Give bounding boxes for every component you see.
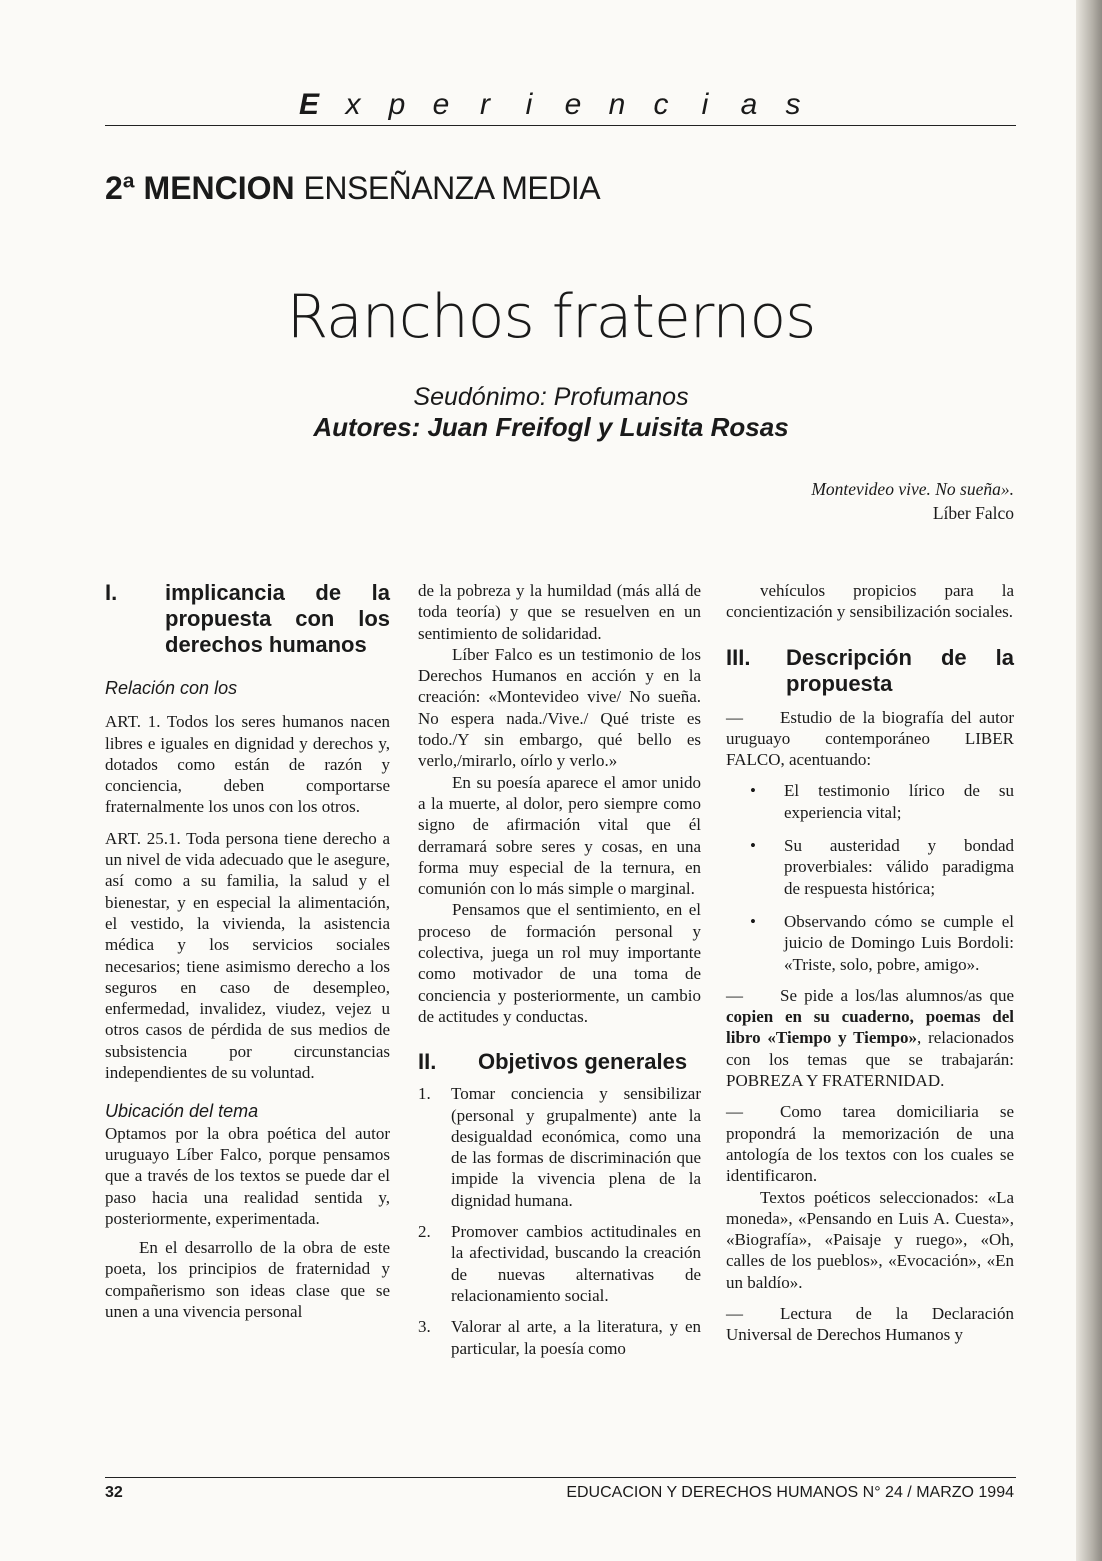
- header-letter: e: [432, 88, 450, 121]
- header-letter: e: [564, 88, 582, 121]
- paragraph-art25: ART. 25.1. Toda persona tiene derecho a un nivel de vida adecuado que le asegure, así como a su familia, la salud y el bienestar, y en especial la alimentación, el vestido, la vivienda, la asistencia médica y los servicios sociales necesarios; tiene asimismo derecho a los seguros en caso de desempleo, enfermedad, invalidez, viudez, vejez u otros casos de pérdida de sus medios de subsistencia por circunstancias independientes de su voluntad.: [105, 828, 390, 1083]
- section-2-heading: [418, 1049, 701, 1075]
- header-letter: x: [345, 88, 361, 121]
- header-letter: i: [525, 88, 533, 121]
- authors: Autores: Juan Freifogl y Luisita Rosas: [313, 412, 789, 442]
- header-letter: n: [608, 88, 626, 121]
- paragraph-pobreza: de la pobreza y la humildad (más allá de toda teoría) y que se resuelven en un sentimiento de solidaridad.: [418, 581, 701, 643]
- paragraph-vehiculos: vehículos propicios para la concientización y sensibilización sociales.: [726, 581, 1014, 622]
- section-3-heading: [726, 645, 1014, 697]
- list-item: • Su austeridad y bondad proverbiales: válido paradigma de respuesta histórica;: [750, 836, 1014, 898]
- subheading-ubicacion: Ubicación del tema: [105, 1101, 259, 1122]
- column-1: [105, 580, 390, 1322]
- paragraph-tarea: — Como tarea domiciliaria se propondrá la memorización de una antología de los textos con los cuales se identificaron.: [726, 1102, 1014, 1186]
- section-3-title: Descripción de la propuesta: [786, 644, 1014, 696]
- section-1-title: implicancia de la propuesta con los derechos humanos: [165, 580, 390, 657]
- header-letter: s: [785, 88, 801, 121]
- mention-category: ENSEÑANZA MEDIA: [303, 170, 601, 206]
- epigraph-author: Líber Falco: [932, 503, 1014, 523]
- list-item: 3. Valorar al arte, a la literatura, y en particular, la poesía como: [418, 1317, 701, 1358]
- paragraph-lectura: — Lectura de la Declaración Universal de Derechos Humanos y: [726, 1304, 1014, 1345]
- paragraph-pide: — Se pide a los/las alumnos/as que copien en su cuaderno, poemas del libro «Tiempo y Tiempo», relacionados con los temas que se trabajarán: POBREZA Y FRATERNIDAD.: [726, 985, 1014, 1091]
- paragraph-desarrollo: En el desarrollo de la obra de este poeta, los principios de fraternidad y compañerismo son ideas clase que se unen a una vivencia personal: [105, 1238, 390, 1322]
- paragraph-art1: ART. 1. Todos los seres humanos nacen libres e iguales en dignidad y derechos y, dotados como están de razón y conciencia, deben comportarse fraternalmente los unos con los otros.: [105, 712, 390, 817]
- paragraph-optamos: Optamos por la obra poética del autor uruguayo Líber Falco, porque pensamos que a través de los textos se puede dar el paso hacia una realidad sentida y, posteriormente, experimentada.: [105, 1123, 390, 1228]
- column-3: [726, 580, 1014, 1346]
- article-title: Ranchos fraternos: [286, 282, 816, 352]
- publication-info: EDUCACION Y DERECHOS HUMANOS N° 24 / MARZO 1994: [566, 1484, 1014, 1501]
- pseudonym: Seudónimo: Profumanos: [413, 383, 689, 411]
- page-edge-shadow: [1076, 0, 1102, 1561]
- header-letter: r: [480, 88, 490, 121]
- list-item: 1. Tomar conciencia y sensibilizar (personal y grupalmente) ante la desigualdad económica, como una de las formas de discriminación que impide la vivencia plena de la dignidad humana.: [418, 1084, 701, 1210]
- epigraph: [811, 477, 1014, 525]
- header-letter: a: [740, 88, 758, 121]
- header-letter: i: [701, 88, 709, 121]
- section-header: [0, 88, 1102, 122]
- paragraph-pensamos: Pensamos que el sentimiento, en el proceso de formación personal y colectiva, juega un rol muy importante como motivador de una toma de conciencia y posteriormente, un cambio de actitudes y conductas.: [418, 900, 701, 1026]
- mention-bold: 2ª MENCION: [105, 170, 295, 206]
- section-1-number: I.: [105, 580, 118, 605]
- list-item: • Observando cómo se cumple el juicio de Domingo Luis Bordoli: «Triste, solo, pobre, amigo».: [750, 911, 1014, 974]
- header-letter: E: [298, 88, 319, 121]
- epigraph-quote: Montevideo vive. No sueña».: [811, 479, 1014, 499]
- list-item: • El testimonio lírico de su experiencia vital;: [750, 781, 1014, 822]
- award-mention: [105, 170, 600, 207]
- paragraph-poesia: En su poesía aparece el amor unido a la muerte, al dolor, pero siempre como signo de afirmación vital que él derramará sobre seres y cosas, en una forma muy especial de la ternura, en comunión con lo más simple o marginal.: [418, 772, 701, 899]
- list-item: 2. Promover cambios actitudinales en la afectividad, buscando la creación de nuevas alternativas de relacionamiento social.: [418, 1222, 701, 1305]
- page-number: 32: [105, 1484, 123, 1501]
- subheading-relacion: Relación con los: [105, 678, 238, 698]
- objectives-list: [418, 1083, 701, 1359]
- footer-rule: [105, 1477, 1016, 1478]
- paragraph-liber: Líber Falco es un testimonio de los Derechos Humanos en acción y en la creación: «Montevideo vive/ No sueña. No espera nada./Vive./ Qué triste es todo./Y sin embargo, qué bello es verlo,/mirarlo, oírlo y verlo.»: [418, 644, 701, 771]
- paragraph-estudio: — Estudio de la biografía del autor uruguayo contemporáneo LIBER FALCO, acentuando:: [726, 707, 1014, 770]
- column-2: [418, 580, 701, 1359]
- section-1-heading: [105, 580, 390, 658]
- section-2-title: Objetivos generales: [478, 1049, 688, 1075]
- bullet-list: [726, 780, 1014, 974]
- section-2-number: II.: [418, 1049, 437, 1075]
- paragraph-textos: Textos poéticos seleccionados: «La moneda», «Pensando en Luis A. Cuesta», «Biografía», «Paisaje y ruego», «Oh, calles de los pueblos», «Evocación», «En un baldío».: [726, 1187, 1014, 1292]
- header-rule: [105, 125, 1016, 126]
- header-letter: p: [388, 88, 406, 121]
- section-3-number: III.: [726, 644, 751, 670]
- header-letter: c: [653, 88, 669, 121]
